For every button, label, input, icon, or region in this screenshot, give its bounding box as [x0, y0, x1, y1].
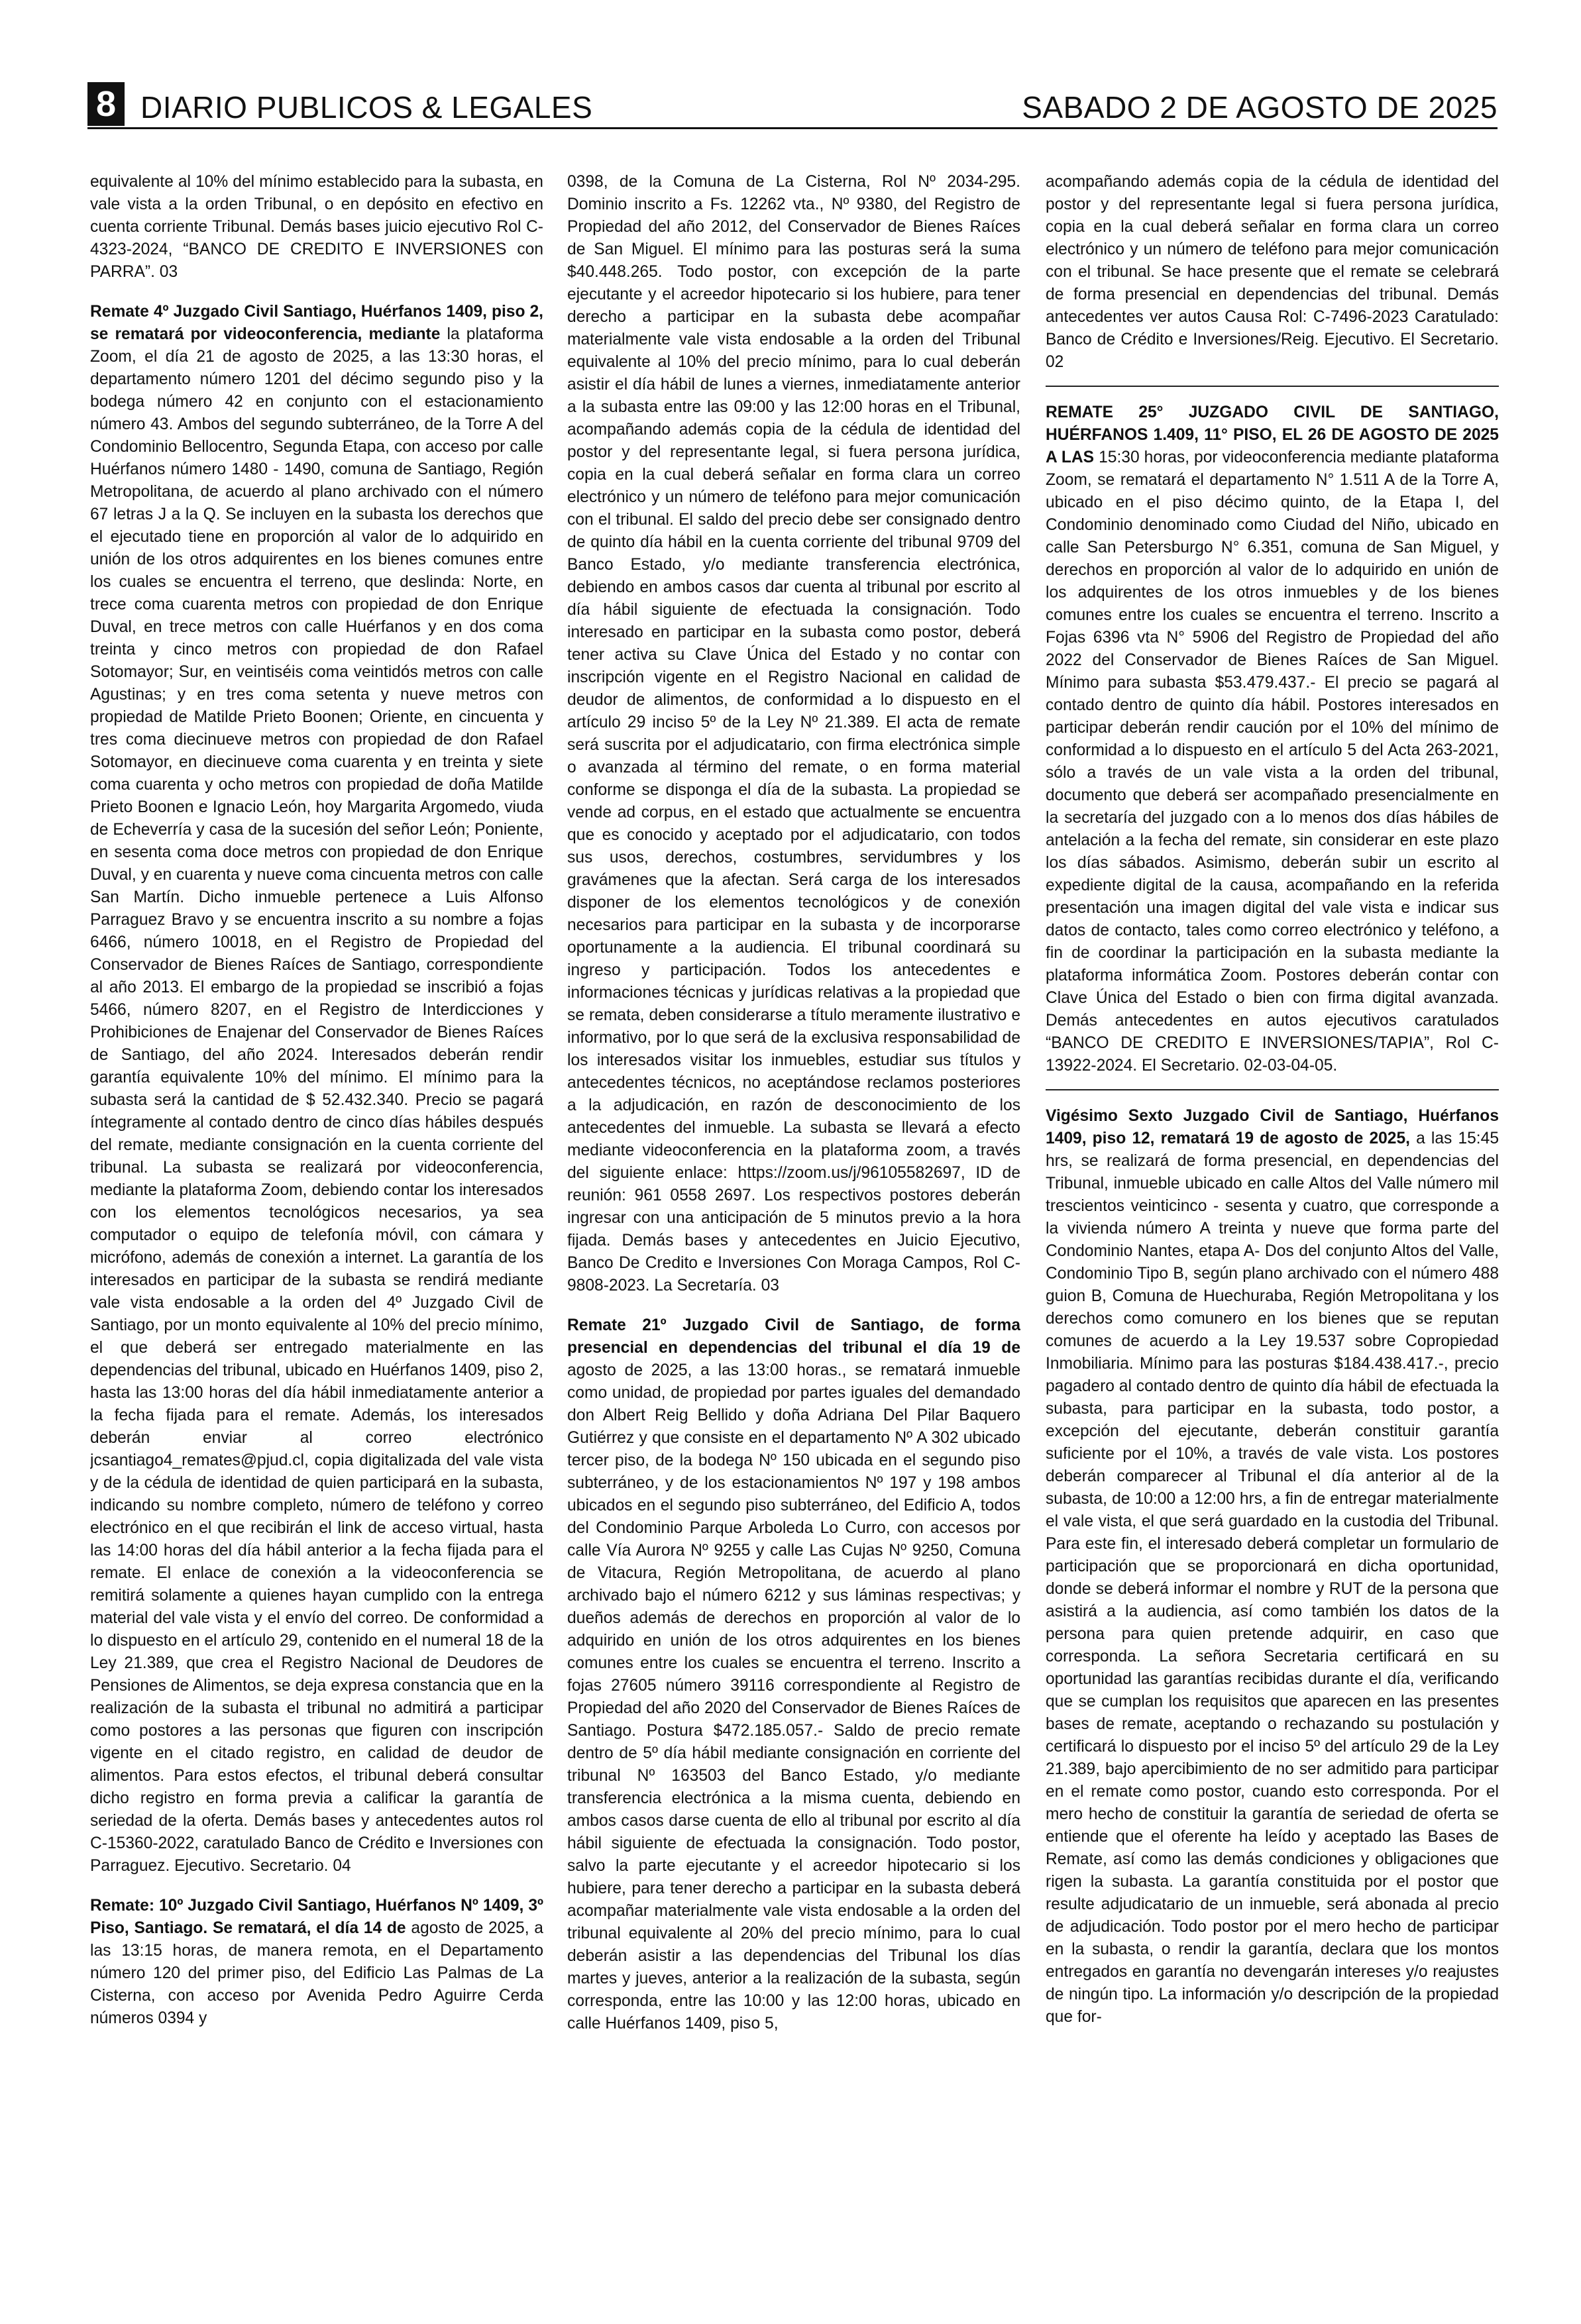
- notice-heading: Vigésimo Sexto Juzgado Civil de Santiago, Huérfanos 1409, piso 12, rematará 19 de agosto de 2025,: [1046, 1107, 1499, 1147]
- notice-body: 15:30 horas, por videoconferencia mediante plataforma Zoom, se rematará el departamento N° 1.511 A de la Torre A, ubicado en el piso décimo quinto, de la Etapa I, del Condominio denominado como Ciudad del Niño, ubicado en calle San Petersburgo N° 6.351, comuna de San Miguel, y derechos en proporción al valor de lo adquirido en unión de los adquirentes de los otros inmuebles y de los bienes comunes entre los cuales se encuentra el terreno. Inscrito a Fojas 6396 vta N° 5906 del Registro de Propiedad del año 2022 del Conservador de Bienes Raíces de San Miguel. Mínimo para subasta $53.479.437.- El precio se pagará al contado dentro de quinto día hábil. Postores interesados en participar deberán rendir caución por el 10% del mínimo de conformidad a lo dispuesto en el artículo 5 del Acta 263-2021, sólo a través de un vale vista a la orden del tribunal, documento que deberá ser acompañado presencialmente en la secretaría del juzgado con a lo menos dos días hábiles de antelación a la fecha del remate, sin considerar en este plazo los días sábados. Asimismo, deberán subir un escrito al expediente digital de la causa, acompañando en la referida presentación una imagen digital del vale vista e indicar sus datos de contacto, tales como correo electrónico y teléfono, a fin de coordinar la participación en la subasta mediante la plataforma informática Zoom. Postores deberán contar con Clave Única del Estado o bien con firma digital avanzada. Demás antecedentes en autos ejecutivos caratulados “BANCO DE CREDITO E INVERSIONES/TAPIA”, Rol C-13922-2024. El Secretario. 02-03-04-05.: [1046, 449, 1499, 1075]
- page-number: 8: [87, 82, 125, 126]
- notice-body: agosto de 2025, a las 13:00 horas., se rematará inmueble como unidad, de propiedad por partes iguales del demandado don Albert Reig Bellido y doña Adriana Del Pilar Baquero Gutiérrez y que consiste en el departamento Nº A 302 ubicado tercer piso, de la bodega Nº 150 ubicada en el segundo piso subterráneo, y de los estacionamientos Nº 197 y 198 ambos ubicados en el segundo piso subterráneo, del Edificio A, todos del Condominio Parque Arboleda Lo Curro, con accesos por calle Vía Aurora Nº 9255 y calle Las Cujas Nº 9250, Comuna de Vitacura, Región Metropolitana, de acuerdo al plano archivado bajo el número 6212 y sus láminas respectivas; y dueños además de derechos en proporción al valor de lo adquirido en unión de los otros adquirentes en los bienes comunes entre los cuales se encuentra el terreno. Inscrito a fojas 27605 número 39116 correspondiente al Registro de Propiedad del año 2020 del Conservador de Bienes Raíces de Santiago. Postura $472.185.057.- Saldo de precio remate dentro de 5º día hábil mediante consignación en corriente del tribunal Nº 163503 del Banco Estado, y/o mediante transferencia electrónica a la misma cuenta, debiendo en ambos casos darse cuenta de ello al tribunal por escrito al día hábil siguiente de efectuada la consignación. Todo postor, salvo la parte ejecutante y el acreedor hipotecario si los hubiere, para tener derecho a participar en la subasta deberá acompañar materialmente vale vista endosable a la orden del tribunal equivalente al 20% del precio mínimo, para lo cual deberán asistir a las dependencias del Tribunal los días martes y jueves, anterior a la realización de la subasta, según corresponda, entre las 10:00 y las 12:00 horas, ubicado en calle Huérfanos 1409, piso 5,: [567, 1361, 1020, 2033]
- newspaper-title: DIARIO PUBLICOS & LEGALES: [140, 90, 593, 125]
- notice-body: equivalente al 10% del mínimo establecido para la subasta, en vale vista a la orden Tribunal, o en depósito en efectivo en cuenta corriente Tribunal. Demás bases juicio ejecutivo Rol C-4323-2024, “BANCO DE CREDITO E INVERSIONES con PARRA”. 03: [90, 173, 543, 281]
- masthead: [87, 82, 1498, 129]
- notice-divider: [1046, 1089, 1499, 1090]
- column-1: [90, 171, 543, 2294]
- notice-heading: Remate 21º Juzgado Civil de Santiago, de forma presencial en dependencias del tribunal el día 19 de: [567, 1316, 1020, 1357]
- notice-heading: Remate: 10º Juzgado Civil Santiago, Huérfanos Nº 1409, 3º Piso, Santiago. Se rematará, el día 14 de: [90, 1897, 543, 1937]
- notice-body: 0398, de la Comuna de La Cisterna, Rol Nº 2034-295. Dominio inscrito a Fs. 12262 vta., Nº 9380, del Registro de Propiedad del año 2012, del Conservador de Bienes Raíces de San Miguel. El mínimo para las posturas será la suma $40.448.265. Todo postor, con excepción de la parte ejecutante y el acreedor hipotecario si los hubiere, para tener derecho a participar en la subasta debe acompañar materialmente vale vista endosable a la orden del Tribunal equivalente al 10% del precio mínimo, para lo cual deberán asistir el día hábil de lunes a viernes, inmediatamente anterior a la subasta entre las 09:00 y las 12:00 horas en el Tribunal, acompañando además copia de la cédula de identidad del postor y del representante legal, si fuera persona jurídica, copia en la cual deberá señalar en forma clara un correo electrónico y un número de teléfono para mejor comunicación con el tribunal. El saldo del precio debe ser consignado dentro de quinto día hábil en la cuenta corriente del tribunal 9709 del Banco Estado, y/o mediante transferencia electrónica, debiendo en ambos casos dar cuenta al tribunal por escrito al día hábil siguiente de efectuada la consignación. Todo interesado en participar en la subasta como postor, deberá tener activa su Clave Única del Estado y no contar con inscripción vigente en el Registro Nacional en calidad de deudor de alimentos, de conformidad a lo dispuesto en el artículo 29 inciso 5º de la Ley Nº 21.389. El acta de remate será suscrita por el adjudicatario, con firma electrónica simple o avanzada al término del remate, o en forma material conforme se disponga el día de la subasta. La propiedad se vende ad corpus, en el estado que actualmente se encuentra que es conocido y aceptado por el adjudicatario, con todos sus usos, derechos, costumbres, servidumbres y los gravámenes que la afectan. Será carga de los interesados disponer de los elementos tecnológicos y de conexión necesarios para participar en la subasta y de incorporarse oportunamente a la audiencia. El tribunal coordinará su ingreso y participación. Todos los antecedentes e informaciones técnicas y jurídicas relativas a la propiedad que se remata, deben considerarse a título meramente ilustrativo e informativo, por lo que será de la exclusiva responsabilidad de los interesados visitar los inmuebles, estudiar sus títulos y antecedentes técnicos, no aceptándose reclamos posteriores a la adjudicación, en razón de desconocimiento de los antecedentes del inmueble. La subasta se llevará a efecto mediante videoconferencia en la plataforma zoom, a través del siguiente enlace: https://zoom.us/j/96105582697, ID de reunión: 961 0558 2697. Los respectivos postores deberán ingresar con una anticipación de 5 minutos previo a la hora fijada. Demás bases y antecedentes en Juicio Ejecutivo, Banco De Credito e Inversiones Con Moraga Campos, Rol C-9808-2023. La Secretaría. 03: [567, 173, 1020, 1294]
- issue-date: SABADO 2 DE AGOSTO DE 2025: [1022, 90, 1498, 125]
- notice-body: a las 15:45 hrs, se realizará de forma presencial, en dependencias del Tribunal, inmueble ubicado en calle Altos del Valle número mil trescientos veinticinco - sesenta y cuatro, que corresponde a la vivienda número A treinta y nueve que forma parte del Condominio Nantes, etapa A- Dos del conjunto Altos del Valle, Condominio Tipo B, según plano archivado con el número 488 guion B, Comuna de Huechuraba, Región Metropolitana y los derechos como comunero en los bienes que se reputan comunes de acuerdo a la Ley 19.537 sobre Copropiedad Inmobiliaria. Mínimo para las posturas $184.438.417.-, precio pagadero al contado dentro de quinto día hábil de efectuada la subasta, para participar en la subasta, todo postor, a excepción del ejecutante, deberán constituir garantía suficiente por el 10%, a través de vale vista. Los postores deberán comparecer al Tribunal el día anterior al de la subasta, de 10:00 a 12:00 hrs, a fin de entregar materialmente el vale vista, el que será guardado en la custodia del Tribunal. Para este fin, el interesado deberá completar un formulario de participación que se proporcionará en dicha oportunidad, donde se deberá informar el nombre y RUT de la persona que asistirá a la audiencia, así como también los datos de la persona para quien pretende adquirir, en caso que corresponda. La señora Secretaria certificará en su oportunidad las garantías recibidas durante el día, verificando que se cumplan los requisitos que aparecen en las presentes bases de remate, aceptando o rechazando su postulación y certificará lo dispuesto por el inciso 5º del artículo 29 de la Ley 21.389, bajo apercibimiento de no ser admitido para participar en el remate como postor, cuando esto corresponda. Por el mero hecho de constituir la garantía de seriedad de oferta se entiende que el oferente ha leído y aceptado las Bases de Remate, así como las demás condiciones y obligaciones que rigen la subasta. La garantía constituida por el postor que resulte adjudicatario de un inmueble, será abonada al precio de adjudicación. Todo postor por el mero hecho de participar en la subasta, o rendir la garantía, declara que los montos entregados en garantía no devengarán intereses y/o reajustes de ningún tipo. La información y/o descripción de la propiedad que for-: [1046, 1130, 1499, 2026]
- legal-notice: [90, 301, 543, 1877]
- column-3: [1046, 171, 1499, 2294]
- legal-notice: [567, 1314, 1020, 2035]
- legal-notice: [1046, 401, 1499, 1077]
- notice-divider: [1046, 386, 1499, 387]
- notice-body: agosto de 2025, a las 13:15 horas, de manera remota, en el Departamento número 120 del primer piso, del Edificio Las Palmas de La Cisterna, con acceso por Avenida Pedro Aguirre Cerda números 0394 y: [90, 1919, 543, 2027]
- legal-notice-continuation: [567, 171, 1020, 1297]
- notice-body: la plataforma Zoom, el día 21 de agosto de 2025, a las 13:30 horas, el departamento número 1201 del décimo segundo piso y la bodega número 42 en conjunto con el estacionamiento número 43. Ambos del segundo subterráneo, de la Torre A del Condominio Bellocentro, Segunda Etapa, con acceso por calle Huérfanos número 1480 - 1490, comuna de Santiago, Región Metropolitana, de acuerdo al plano archivado con el número 67 letras J a la Q. Se incluyen en la subasta los derechos que el ejecutado tiene en proporción al valor de lo adquirido en unión de los otros adquirentes en los bienes comunes entre los cuales se encuentra el terreno, que deslinda: Norte, en trece coma cuarenta metros con propiedad de don Enrique Duval, en trece metros con calle Huérfanos y en dos coma treinta y cinco metros con propiedad de don Rafael Sotomayor; Sur, en veintiséis coma veintidós metros con calle Agustinas; y en tres coma setenta y nueve metros con propiedad de Matilde Prieto Boonen; Oriente, en cincuenta y tres coma diecinueve metros con propiedad de don Rafael Sotomayor, en diecinueve coma cuarenta y en treinta y siete coma cuarenta y ocho metros con propiedad de doña Matilde Prieto Boonen e Ignacio León, hoy Margarita Argomedo, viuda de Echeverría y casa de la sucesión del señor León; Poniente, en sesenta coma doce metros con propiedad de don Enrique Duval, y en cuarenta y nueve coma cincuenta metros con calle San Martín. Dicho inmueble pertenece a Luis Alfonso Parraguez Bravo y se encuentra inscrito a su nombre a fojas 6466, número 10018, en el Registro de Propiedad del Conservador de Bienes Raíces de Santiago, correspondiente al año 2013. El embargo de la propiedad se inscribió a fojas 5466, número 8207, en el Registro de Interdicciones y Prohibiciones de Enajenar del Conservador de Bienes Raíces de Santiago, del año 2024. Interesados deberán rendir garantía equivalente 10% del mínimo. El mínimo para la subasta será la cantidad de $ 52.432.340. Precio se pagará íntegramente al contado dentro de cinco días hábiles después del remate, mediante consignación en la cuenta corriente del tribunal. La subasta se realizará por videoconferencia, mediante la plataforma Zoom, debiendo contar los interesados con los elementos tecnológicos necesarios, ya sea computador o equipo de telefonía móvil, con cámara y micrófono, además de conexión a internet. La garantía de los interesados en participar de la subasta se rendirá mediante vale vista endosable a la orden del 4º Juzgado Civil de Santiago, por un monto equivalente al 10% del precio mínimo, el que deberá ser entregado materialmente en las dependencias del tribunal, ubicado en Huérfanos 1409, piso 2, hasta las 13:00 horas del día hábil inmediatamente anterior a la fecha fijada para el remate. Además, los interesados deberán enviar al correo electrónico jcsantiago4_remates@pjud.cl, copia digitalizada del vale vista y de la cédula de identidad de quien participará en la subasta, indicando su nombre completo, número de teléfono y correo electrónico en el que recibirán el link de acceso virtual, hasta las 14:00 horas del día hábil anterior a la fecha fijada para el remate. El enlace de conexión a la videoconferencia se remitirá solamente a quienes hayan cumplido con la entrega material del vale vista y el envío del correo. De conformidad a lo dispuesto en el artículo 29, contenido en el numeral 18 de la Ley 21.389, que crea el Registro Nacional de Deudores de Pensiones de Alimentos, se deja expresa constancia que en la realización de la subasta el tribunal no admitirá a participar como postores a las personas que figuren con inscripción vigente en el citado registro, en calidad de deudor de alimentos. Para estos efectos, el tribunal deberá consultar dicho registro en forma previa a calificar la garantía de seriedad de la oferta. Demás bases y antecedentes autos rol C-15360-2022, caratulado Banco de Crédito e Inversiones con Parraguez. Ejecutivo. Secretario. 04: [90, 325, 543, 1875]
- column-2: [567, 171, 1020, 2294]
- notice-heading: REMATE 25° JUZGADO CIVIL DE SANTIAGO, HUÉRFANOS 1.409, 11° PISO, EL 26 DE AGOSTO DE 2025 A LAS: [1046, 403, 1499, 466]
- notice-heading: Remate 4º Juzgado Civil Santiago, Huérfanos 1409, piso 2, se rematará por videoconferencia, mediante: [90, 303, 543, 343]
- legal-notice-continuation: [90, 171, 543, 284]
- legal-notice: [1046, 1105, 1499, 2029]
- notice-body: acompañando además copia de la cédula de identidad del postor y del representante legal si fuera persona jurídica, copia en la cual deberá señalar en forma clara un correo electrónico y un número de teléfono para mejor comunicación con el tribunal. Se hace presente que el remate se celebrará de forma presencial en dependencias del tribunal. Demás antecedentes ver autos Causa Rol: C-7496-2023 Caratulado: Banco de Crédito e Inversiones/Reig. Ejecutivo. El Secretario. 02: [1046, 173, 1499, 371]
- legal-notice-continuation: [1046, 171, 1499, 374]
- legal-notice: [90, 1895, 543, 2030]
